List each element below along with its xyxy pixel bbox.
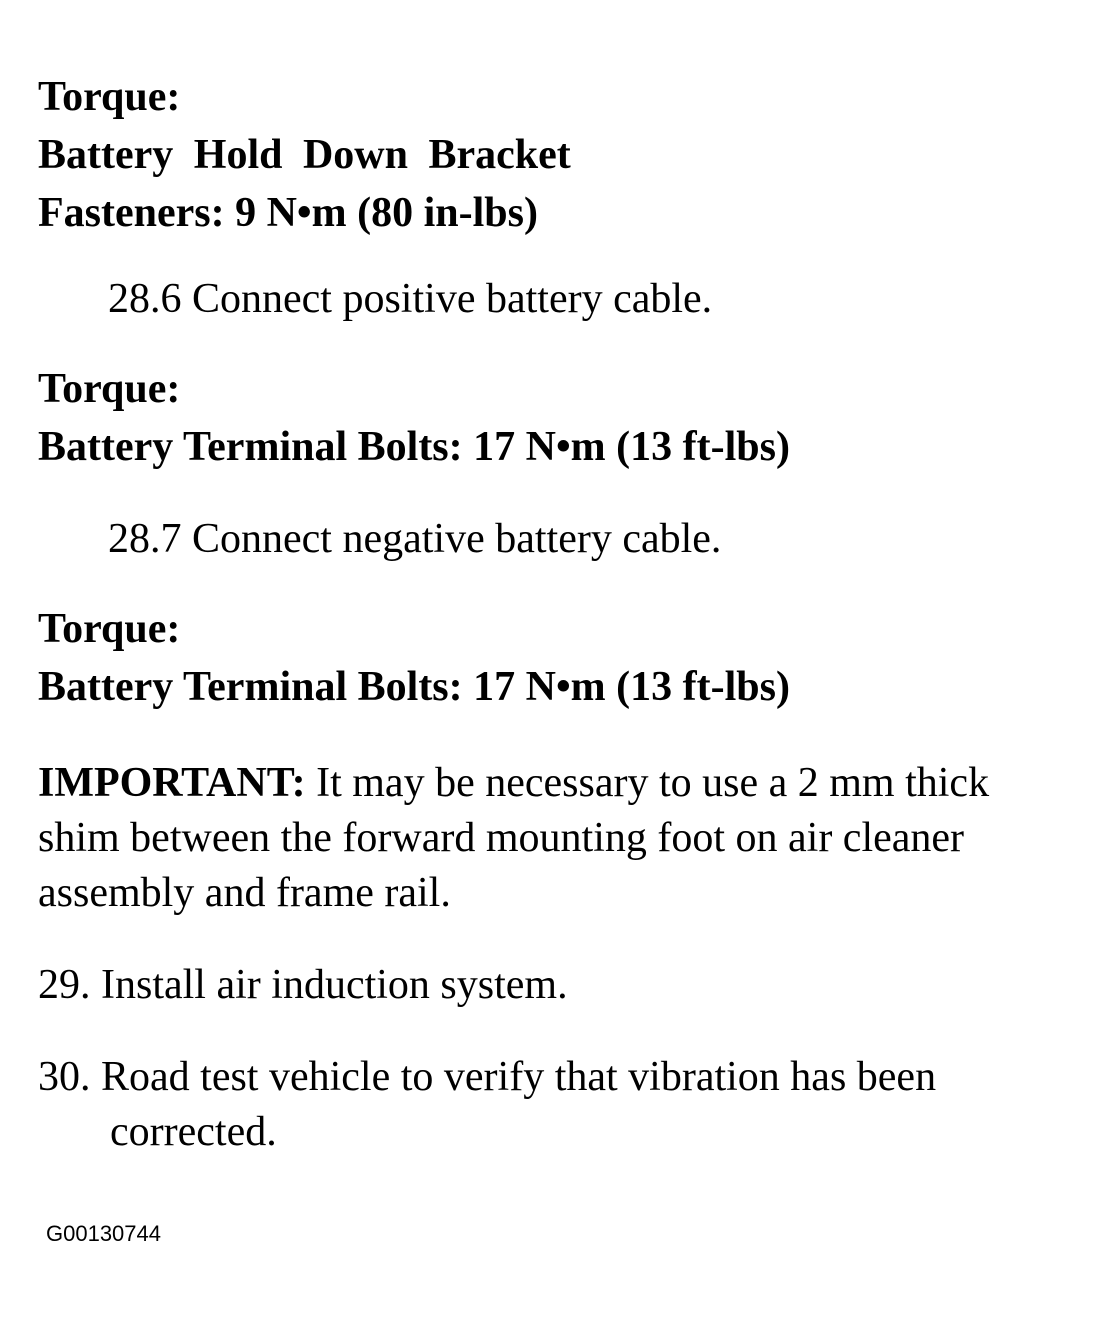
torque-label: Torque:: [38, 366, 181, 412]
step-30: 30. Road test vehicle to verify that vibration has been corrected.: [38, 1054, 937, 1155]
step-28-7: 28.7 Connect negative battery cable.: [108, 516, 722, 562]
torque-label: Torque:: [38, 74, 181, 120]
torque-label: Torque:: [38, 606, 181, 652]
torque-spec-terminal-bolts-positive: [38, 360, 790, 476]
step-29: 29. Install air induction system.: [38, 962, 568, 1008]
torque-value: Fasteners: 9 N•m (80 in-lbs): [38, 190, 538, 236]
torque-spec-hold-down-bracket: [38, 68, 571, 242]
step-28-6: 28.6 Connect positive battery cable.: [108, 276, 713, 322]
important-text: It may be necessary to use a 2 mm thick shim between the forward mounting foot on air cleaner assembly and frame rail.: [38, 760, 990, 916]
important-note: [38, 756, 1078, 921]
important-label: IMPORTANT:: [38, 760, 306, 806]
torque-spec-terminal-bolts-negative: [38, 600, 790, 716]
torque-item-name: Battery Hold Down Bracket: [38, 132, 571, 178]
torque-value: Battery Terminal Bolts: 17 N•m (13 ft-lbs): [38, 424, 790, 470]
torque-value: Battery Terminal Bolts: 17 N•m (13 ft-lbs): [38, 664, 790, 710]
figure-code: G00130744: [46, 1221, 161, 1246]
